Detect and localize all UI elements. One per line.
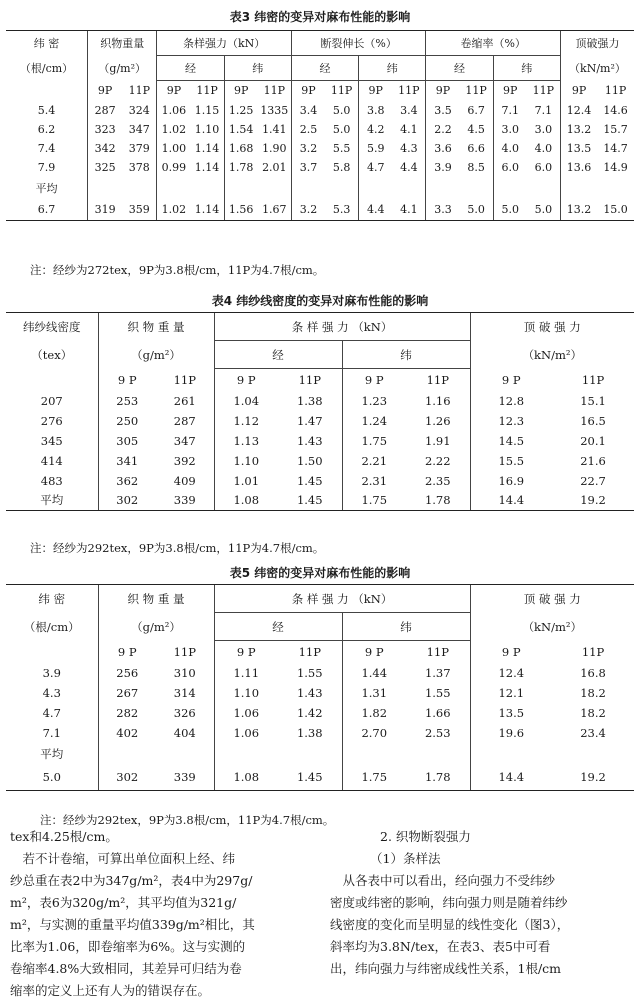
table5-note: 注：经纱为292tex，9P为3.8根/cm，11P为4.7根/cm。	[40, 813, 335, 827]
table4-header-warp: 经	[214, 341, 342, 369]
table4-data-cell: 1.91	[424, 433, 451, 448]
left-text-line: 卷缩率4.8%大致相同，其差异可归结为卷	[10, 961, 242, 976]
left-text-line: 缩率的定义上还有人为的错误存在。	[10, 983, 211, 998]
body-right-column	[330, 826, 635, 980]
table5-data-cell: 23.4	[580, 725, 606, 740]
table4-data-row	[6, 391, 634, 411]
table3-header-elong-weft: 纬	[359, 56, 426, 81]
table3-sub-11p: 11P	[398, 84, 420, 98]
table5-avg-cell: 302	[98, 765, 156, 791]
table4-data-cell: 250	[98, 411, 156, 431]
table3-sub-9p: 9P	[493, 81, 527, 101]
left-text-line: 若不计卷缩，可算出单位面积上经、纬	[10, 851, 236, 866]
table3-data-cell: 4.1	[400, 122, 418, 136]
table3-data-cell: 1.14	[194, 141, 220, 155]
table5-data-cell: 1.06	[214, 703, 278, 723]
table3-data-cell: 1.78	[224, 158, 258, 177]
table4-data-cell: 1.16	[424, 393, 451, 408]
table3-data-cell: 3.4	[400, 103, 418, 117]
table5-data-row	[6, 723, 634, 743]
table3-data-cell: 3.4	[291, 101, 325, 120]
table3-data-cell: 1.14	[194, 160, 220, 174]
right-text-line: 斜率均为3.8N/tex，在表3、表5中可看	[330, 939, 551, 954]
table3-data-cell: 14.9	[603, 160, 628, 174]
table4-header-weight: 织 物 重 量	[98, 313, 214, 341]
table4-data-cell: 207	[40, 393, 63, 408]
table3-avg-cell: 6.7	[6, 199, 88, 221]
table4-data-cell: 1.43	[296, 433, 323, 448]
table3-data-cell: 6.0	[534, 160, 553, 174]
table5-data-cell: 13.5	[470, 703, 552, 723]
table3-header-burst: 顶破强力	[560, 31, 634, 56]
table3-sub-11p: 11P	[263, 84, 286, 98]
table3-header-weight: 织物重量	[88, 31, 157, 56]
table4-sub-9p: 9 P	[98, 369, 156, 391]
table3-note: 注：经纱为272tex，9P为3.8根/cm，11P为4.7根/cm。	[30, 263, 325, 277]
table3-header-strip-weft: 纬	[224, 56, 291, 81]
table5-data-cell: 267	[98, 683, 156, 703]
table3	[6, 30, 634, 221]
table3-sub-11p: 11P	[604, 84, 627, 97]
table4-sub-9p: 9 P	[342, 369, 406, 391]
table3-data-cell: 1.06	[157, 101, 191, 120]
table3-data-cell: 342	[88, 139, 123, 158]
table3-data-cell: 14.6	[603, 103, 628, 117]
table3-data-cell: 3.0	[493, 120, 527, 139]
table4-data-cell: 2.31	[342, 471, 406, 491]
table4-note: 注：经纱为292tex，9P为3.8根/cm，11P为4.7根/cm。	[30, 541, 325, 555]
table4-data-cell: 414	[40, 453, 63, 468]
table3-data-cell: 1.10	[194, 122, 220, 136]
table4-data-cell: 341	[98, 451, 156, 471]
table3-data-cell: 7.9	[37, 160, 56, 174]
table4-header-weight-unit: （g/m²）	[98, 341, 214, 369]
left-text-line: tex和4.25根/cm。	[10, 829, 118, 844]
table3-data-cell: 3.2	[291, 139, 325, 158]
table4-data-row	[6, 451, 634, 471]
table5-sub-9p: 9 P	[214, 641, 278, 663]
table4-data-row	[6, 491, 634, 511]
table4-data-cell: 1.45	[278, 491, 342, 511]
table4-header-burst: 顶 破 强 力	[470, 313, 634, 341]
table5-average-row	[6, 765, 634, 791]
table3-data-cell: 378	[128, 160, 150, 174]
table5-data-row	[6, 703, 634, 723]
table4-data-cell: 平均	[6, 491, 98, 511]
section-heading: 2. 织物断裂强力	[380, 829, 471, 844]
table5-data-cell: 16.8	[580, 665, 606, 680]
table3-data-cell: 2.2	[426, 120, 460, 139]
table3-avg-cell: 1.67	[258, 199, 292, 221]
table4-data-cell: 409	[173, 473, 196, 488]
table4-header-burst-unit: （kN/m²）	[470, 341, 634, 369]
table4-data-cell: 2.22	[424, 453, 451, 468]
table5-sub-11p: 11P	[298, 644, 321, 659]
table5-data-cell: 310	[173, 665, 196, 680]
table5	[6, 584, 634, 791]
table3-data-cell: 287	[88, 101, 123, 120]
table4-sub-11p: 11P	[581, 372, 605, 387]
table5-header-warp: 经	[214, 613, 342, 641]
table3-data-cell: 13.5	[560, 139, 597, 158]
table3-sub-9p: 9P	[224, 81, 258, 101]
table3-data-cell: 5.9	[359, 139, 393, 158]
table5-avg-cell: 1.45	[278, 765, 342, 791]
table3-sub-9p: 9P	[157, 81, 191, 101]
table3-header-shrink-weft: 纬	[493, 56, 560, 81]
table3-avg-cell: 359	[122, 199, 157, 221]
table5-avg-cell: 5.0	[6, 765, 98, 791]
table5-data-cell: 326	[173, 705, 196, 720]
table5-avg-cell: 1.75	[342, 765, 406, 791]
table3-data-cell: 6.6	[467, 141, 485, 155]
right-text-line: 从各表中可以看出，经向强力不受纬纱	[330, 873, 556, 888]
table5-data-cell: 7.1	[42, 725, 61, 740]
table3-data-cell: 2.01	[262, 160, 287, 174]
table4-data-cell: 1.01	[214, 471, 278, 491]
table4-data-cell: 12.8	[470, 391, 552, 411]
table4-data-cell: 1.78	[406, 491, 470, 511]
table5-avg-cell: 14.4	[470, 765, 552, 791]
table5-data-cell: 1.42	[296, 705, 323, 720]
table4-data-cell: 253	[98, 391, 156, 411]
table3-data-cell: 3.7	[291, 158, 325, 177]
table3-data-cell: 5.4	[37, 103, 56, 117]
table3-avg-cell: 5.0	[527, 199, 561, 221]
table5-sub-9p: 9 P	[470, 641, 552, 663]
table4-data-cell: 15.5	[470, 451, 552, 471]
table4-data-cell: 15.1	[580, 393, 606, 408]
table4-data-cell: 483	[40, 473, 63, 488]
subsection-heading: （1）条样法	[370, 851, 441, 866]
table3-header-weight-unit: （g/m²）	[88, 56, 157, 81]
table4	[6, 312, 634, 511]
table4-header-first: 纬纱线密度	[6, 313, 98, 341]
table4-data-cell: 1.08	[214, 491, 278, 511]
table4-sub-9p: 9 P	[214, 369, 278, 391]
table3-data-cell: 13.6	[560, 158, 597, 177]
table5-sub-11p: 11P	[581, 644, 605, 659]
table3-data-cell: 15.7	[603, 122, 628, 136]
table3-subheader-row	[6, 81, 634, 101]
table4-data-cell: 305	[98, 431, 156, 451]
table5-header-burst: 顶 破 强 力	[470, 585, 634, 613]
table4-header-weft: 纬	[342, 341, 470, 369]
table4-data-cell: 339	[156, 491, 214, 511]
table3-data-cell: 6.0	[493, 158, 527, 177]
table3-header-strip-warp: 经	[157, 56, 224, 81]
table3-data-cell: 4.2	[359, 120, 393, 139]
table4-data-cell: 362	[98, 471, 156, 491]
table5-data-cell: 2.53	[424, 725, 451, 740]
table4-data-cell: 20.1	[580, 433, 606, 448]
table3-sub-11p: 11P	[128, 84, 150, 97]
table3-data-cell: 7.1	[493, 101, 527, 120]
table3-header-burst-unit: （kN/m²）	[560, 56, 634, 81]
table3-header-elong-warp: 经	[291, 56, 358, 81]
table3-data-cell: 347	[128, 122, 150, 136]
table4-data-cell: 1.04	[214, 391, 278, 411]
table3-data-cell: 3.5	[426, 101, 460, 120]
table3-average-row	[6, 199, 634, 221]
left-text-line: 纱总重在表2中为347g/m²，表4中为297g/	[10, 873, 253, 888]
table3-sub-9p: 9P	[560, 81, 597, 101]
table3-header-shrinkage: 卷缩率（%）	[426, 31, 561, 56]
table5-sub-11p: 11P	[426, 644, 449, 659]
table3-data-row	[6, 120, 634, 139]
table3-data-cell: 1.54	[224, 120, 258, 139]
table5-caption: 表5 纬密的变异对麻布性能的影响	[229, 566, 411, 580]
table4-caption: 表4 纬纱线密度的变异对麻布性能的影响	[211, 294, 429, 308]
table5-data-cell: 1.55	[424, 685, 451, 700]
table5-data-row	[6, 683, 634, 703]
table3-avg-cell: 1.56	[224, 199, 258, 221]
table5-sub-9p: 9 P	[342, 641, 406, 663]
table3-data-cell: 1.68	[224, 139, 258, 158]
table3-data-row	[6, 139, 634, 158]
table3-header-weft-density: 纬 密	[6, 31, 88, 56]
table5-sub-9p: 9 P	[98, 641, 156, 663]
table5-data-cell: 1.37	[424, 665, 451, 680]
table5-sub-11p: 11P	[173, 644, 196, 659]
table4-data-cell: 1.13	[214, 431, 278, 451]
table3-sub-9p: 9P	[291, 81, 325, 101]
table5-data-cell: 1.06	[214, 723, 278, 743]
table3-data-cell: 12.4	[560, 101, 597, 120]
table5-header-weight-unit: （g/m²）	[98, 613, 214, 641]
table5-data-cell: 1.44	[342, 663, 406, 683]
table5-data-cell: 4.7	[42, 705, 61, 720]
table5-data-cell: 4.3	[42, 685, 61, 700]
table5-header-first-unit: （根/cm）	[23, 619, 80, 634]
table3-sub-9p: 9P	[88, 81, 123, 101]
table3-data-cell: 4.7	[359, 158, 393, 177]
table3-avg-cell: 3.2	[291, 199, 325, 221]
table4-data-cell: 1.12	[214, 411, 278, 431]
table3-avg-cell: 319	[88, 199, 123, 221]
table3-avg-label: 平均	[35, 181, 58, 195]
table5-data-cell: 1.43	[296, 685, 323, 700]
table5-data-row	[6, 663, 634, 683]
table3-data-cell: 1.90	[262, 141, 287, 155]
table3-data-cell: 3.6	[426, 139, 460, 158]
table3-data-cell: 5.8	[332, 160, 351, 174]
table3-data-cell: 4.5	[467, 122, 485, 136]
table4-header-strip-strength: 条 样 强 力 （kN）	[214, 313, 470, 341]
table3-data-cell: 3.0	[534, 122, 553, 136]
table3-avg-cell: 3.3	[426, 199, 460, 221]
table3-sub-9p: 9P	[426, 81, 460, 101]
table5-header-first: 纬 密	[6, 585, 98, 613]
table3-header-strip-strength: 条样强力（kN）	[157, 31, 292, 56]
table4-data-cell: 1.23	[342, 391, 406, 411]
table3-avg-cell: 13.2	[560, 199, 597, 221]
table5-data-cell: 404	[173, 725, 196, 740]
table3-header-elongation: 断裂伸长（%）	[291, 31, 426, 56]
table3-data-cell: 2.5	[291, 120, 325, 139]
table3-data-cell: 324	[128, 103, 150, 117]
left-text-line: 比率为1.06，即卷缩率为6%。这与实测的	[10, 939, 246, 954]
body-left-column	[10, 826, 310, 1002]
table3-data-cell: 1.25	[224, 101, 258, 120]
table3-data-cell: 6.2	[37, 122, 56, 136]
table3-avg-cell: 1.14	[190, 199, 224, 221]
table4-data-cell: 1.75	[342, 491, 406, 511]
table4-data-cell: 1.24	[342, 411, 406, 431]
table4-data-cell: 302	[98, 491, 156, 511]
table3-data-cell: 4.4	[400, 160, 418, 174]
table4-data-cell: 347	[173, 433, 196, 448]
table3-data-cell: 8.5	[467, 160, 485, 174]
table3-data-cell: 4.0	[534, 141, 553, 155]
table3-sub-11p: 11P	[330, 84, 353, 98]
table5-data-cell: 12.1	[470, 683, 552, 703]
table5-data-cell: 18.2	[580, 685, 606, 700]
table4-sub-9p: 9 P	[470, 369, 552, 391]
table3-data-cell: 5.5	[332, 141, 351, 155]
table4-sub-11p: 11P	[426, 372, 449, 387]
table4-data-cell: 16.5	[580, 413, 606, 428]
table5-avg-label: 平均	[40, 746, 64, 761]
table5-data-cell: 3.9	[42, 665, 61, 680]
table4-data-cell: 21.6	[580, 453, 606, 468]
table4-data-cell: 1.10	[214, 451, 278, 471]
table3-avg-cell: 4.1	[392, 199, 426, 221]
table3-data-cell: 1335	[260, 103, 289, 117]
table5-avg-cell: 1.78	[406, 765, 470, 791]
table3-header-shrink-warp: 经	[426, 56, 493, 81]
table5-data-cell: 1.31	[342, 683, 406, 703]
table3-data-cell: 1.15	[194, 103, 220, 117]
table4-data-cell: 1.38	[296, 393, 323, 408]
table5-data-cell: 282	[98, 703, 156, 723]
table4-data-cell: 1.47	[296, 413, 323, 428]
table4-data-cell: 1.50	[296, 453, 323, 468]
table4-data-cell: 276	[40, 413, 63, 428]
table3-data-row	[6, 158, 634, 177]
table4-data-cell: 287	[173, 413, 196, 428]
table4-data-row	[6, 431, 634, 451]
table3-avg-cell: 5.3	[325, 199, 359, 221]
table4-data-cell: 1.75	[342, 431, 406, 451]
table5-data-cell: 402	[98, 723, 156, 743]
table3-avg-cell: 1.02	[157, 199, 191, 221]
table3-data-cell: 13.2	[560, 120, 597, 139]
table3-caption: 表3 纬密的变异对麻布性能的影响	[229, 10, 411, 24]
table3-sub-11p: 11P	[196, 84, 218, 98]
table5-data-cell: 18.2	[580, 705, 606, 720]
table3-data-cell: 379	[128, 141, 150, 155]
table4-data-cell: 2.21	[342, 451, 406, 471]
table3-data-cell: 5.0	[332, 122, 351, 136]
table5-avg-cell: 1.08	[214, 765, 278, 791]
table5-avg-cell: 19.2	[552, 765, 634, 791]
table5-header-weft: 纬	[342, 613, 470, 641]
right-text-line: 出，纬向强力与纬密成线性关系，1根/cm	[330, 961, 562, 976]
table5-data-cell: 1.38	[296, 725, 323, 740]
table5-data-cell: 314	[173, 685, 196, 700]
table4-data-row	[6, 411, 634, 431]
table3-avg-cell: 5.0	[460, 199, 494, 221]
table4-header-first-unit: （tex）	[31, 347, 73, 362]
table4-data-cell: 2.35	[424, 473, 451, 488]
table4-data-cell: 261	[173, 393, 196, 408]
table4-data-cell: 16.9	[470, 471, 552, 491]
table5-data-cell: 1.82	[342, 703, 406, 723]
table5-data-cell: 1.10	[214, 683, 278, 703]
table3-data-cell: 7.1	[534, 103, 553, 117]
table4-data-cell: 392	[173, 453, 196, 468]
table5-avg-cell: 339	[156, 765, 214, 791]
table3-sub-11p: 11P	[532, 84, 555, 98]
table3-data-cell: 1.02	[157, 120, 191, 139]
table3-sub-9p: 9P	[359, 81, 393, 101]
table3-avg-cell: 15.0	[597, 199, 634, 221]
table3-data-cell: 1.41	[262, 122, 287, 136]
table5-data-cell: 1.55	[296, 665, 323, 680]
table3-data-cell: 0.99	[157, 158, 191, 177]
table4-subheader-row	[6, 369, 634, 391]
table4-data-cell: 22.7	[580, 473, 606, 488]
table3-data-cell: 7.4	[37, 141, 56, 155]
table5-header-burst-unit: （kN/m²）	[470, 613, 634, 641]
table3-sub-11p: 11P	[465, 84, 487, 98]
table4-data-cell: 1.26	[424, 413, 451, 428]
table4-data-cell: 19.2	[552, 491, 634, 511]
left-text-line: m²，表6为320g/m²，其平均值为321g/	[10, 895, 237, 910]
table4-sub-11p: 11P	[298, 372, 321, 387]
table3-header-weft-density-unit: （根/cm）	[19, 62, 74, 75]
table4-data-cell: 14.4	[470, 491, 552, 511]
table4-data-cell: 345	[40, 433, 63, 448]
table5-data-cell: 1.11	[214, 663, 278, 683]
right-text-line: 线密度的变化而呈明显的线性变化（图3），	[330, 917, 570, 932]
table3-data-cell: 1.00	[157, 139, 191, 158]
table3-data-cell: 4.0	[493, 139, 527, 158]
table5-header-strip-strength: 条 样 强 力 （kN）	[214, 585, 470, 613]
table5-data-cell: 12.4	[470, 663, 552, 683]
table5-data-cell: 1.66	[424, 705, 451, 720]
table4-sub-11p: 11P	[173, 372, 196, 387]
table3-avg-cell: 5.0	[493, 199, 527, 221]
table3-data-cell: 14.7	[603, 141, 628, 155]
table5-header-weight: 织 物 重 量	[98, 585, 214, 613]
left-text-line: m²，与实测的重量平均值339g/m²相比，其	[10, 917, 255, 932]
table3-data-cell: 323	[88, 120, 123, 139]
table5-data-cell: 256	[98, 663, 156, 683]
table5-data-cell: 2.70	[342, 723, 406, 743]
table4-data-row	[6, 471, 634, 491]
table3-data-cell: 3.9	[426, 158, 460, 177]
table4-data-cell: 1.45	[296, 473, 323, 488]
table4-data-cell: 12.3	[470, 411, 552, 431]
table3-data-row	[6, 101, 634, 120]
right-text-line: 密度或纬密的影响，纬向强力则是随着纬纱	[330, 895, 568, 910]
table3-data-cell: 3.8	[359, 101, 393, 120]
table5-subheader-row	[6, 641, 634, 663]
table5-data-cell: 19.6	[470, 723, 552, 743]
table3-data-cell: 6.7	[467, 103, 485, 117]
table4-data-cell: 14.5	[470, 431, 552, 451]
table3-data-cell: 5.0	[332, 103, 351, 117]
table3-avg-cell: 4.4	[359, 199, 393, 221]
table3-data-cell: 4.3	[400, 141, 418, 155]
table3-data-cell: 325	[88, 158, 123, 177]
